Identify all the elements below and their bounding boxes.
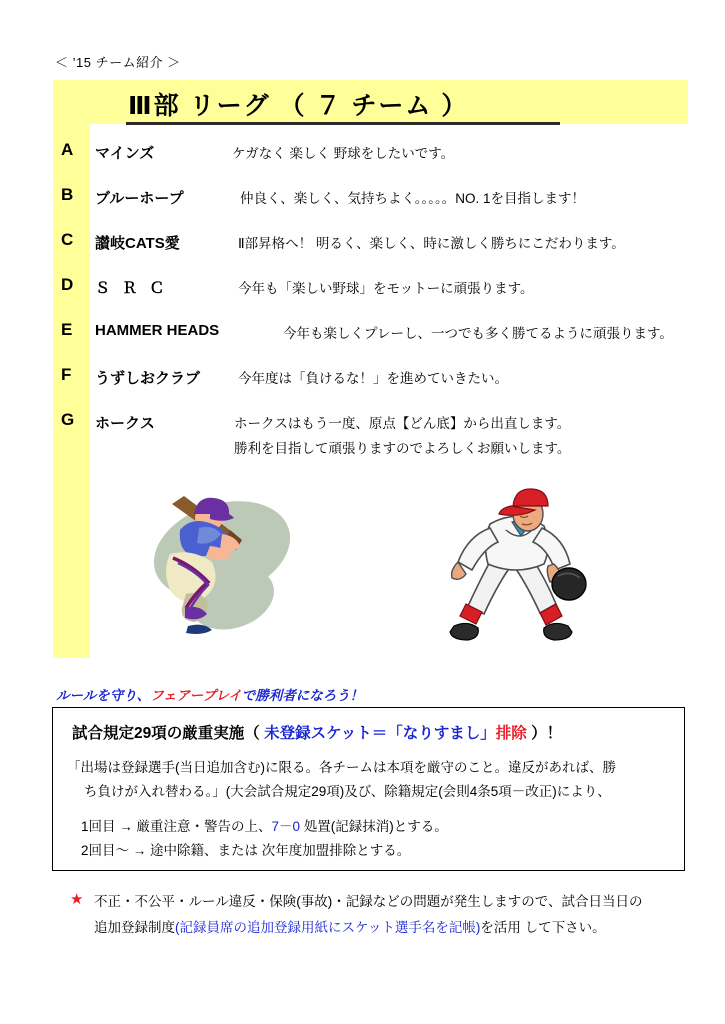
team-name: うずしおクラブ [95, 370, 201, 387]
slogan-part1: ルールを守り、 [56, 688, 151, 703]
rules-line-2: ち負けが入れ替わる。」(大会試合規定29項)及び、除籍規定(会則4条5項－改正)により、 [84, 784, 611, 799]
team-name: HAMMER HEADS [95, 322, 220, 339]
rules-line-3-score: 7－0 [271, 819, 301, 834]
team-motto: 今年も楽しくプレーし、一つでも多く勝てるように頑張ります。 [283, 326, 673, 341]
team-motto: Ⅱ部昇格へ！ 明るく、楽しく、時に激しく勝ちにこだわります。 [238, 236, 625, 251]
rules-heading-part-a: 試合規定29項の厳重実施（ [72, 725, 265, 742]
slogan-part2: フェアープレイ [150, 688, 242, 703]
team-motto: 今年も「楽しい野球」をモットーに頑張ります。 [238, 281, 534, 296]
star-icon: ★ [70, 891, 84, 908]
page-title: Ⅲ部 リーグ （ ７ チーム ） [128, 92, 469, 120]
rules-line-1: 「出場は登録選手(当日追加含む)に限る。各チームは本項を厳守のこと。違反があれば、勝 [67, 760, 616, 775]
footnote-line-2-part-b: (記録員席の追加登録用紙にスケット選手名を記帳) [175, 920, 481, 935]
fairplay-slogan [56, 684, 363, 704]
rules-line-3-part-c: 処置(記録抹消)とする。 [300, 819, 448, 834]
team-name: 讃岐CATS愛 [95, 235, 180, 252]
footnote-line-2-part-c: を活用 して下さい。 [480, 920, 606, 935]
team-letter: E [61, 320, 73, 339]
baseball-fielder-clipart [432, 478, 612, 653]
rules-line-3-part-a: 1回目 → 厳重注意・警告の上、 [81, 819, 272, 834]
table-row [0, 410, 725, 455]
team-letter: C [61, 230, 74, 249]
team-name: マインズ [95, 145, 155, 162]
team-letter: B [61, 185, 74, 204]
table-row [0, 275, 725, 320]
team-name: Ｓ Ｒ Ｃ [95, 280, 169, 297]
table-row [0, 320, 725, 365]
rules-heading-part-d: ）！ [526, 725, 563, 742]
footnote-line-2 [94, 916, 606, 936]
rules-heading-part-c: 排除 [495, 725, 527, 742]
baseball-batter-clipart [150, 468, 350, 663]
rules-heading-part-b: 未登録スケット＝「なりすまし」 [264, 725, 496, 742]
team-list [0, 140, 725, 455]
team-letter: G [61, 410, 75, 429]
team-motto: 今年度は「負けるな！」を進めていきたい。 [238, 371, 508, 386]
rules-heading [72, 721, 562, 743]
team-name: ホークス [95, 415, 155, 432]
rules-line-3 [81, 815, 448, 835]
team-letter: A [61, 140, 74, 159]
rules-box [52, 707, 685, 871]
rules-line-4: 2回目～ → 途中除籍、または 次年度加盟排除とする。 [81, 843, 411, 858]
table-row [0, 140, 725, 185]
team-motto: ケガなく 楽しく 野球をしたいです。 [232, 146, 455, 161]
table-row [0, 365, 725, 410]
team-letter: D [61, 275, 74, 294]
team-motto: ホークスはもう一度、原点【どん底】から出直します。 [234, 416, 571, 431]
team-name: ブルーホープ [95, 190, 184, 207]
slogan-part3: で勝利者になろう！ [241, 688, 364, 703]
document-label: ＜ ’15 チーム紹介 ＞ [55, 55, 181, 70]
footnote-line-1: 不正・不公平・ルール違反・保険(事故)・記録などの問題が発生しますので、試合日当日の [94, 894, 643, 909]
team-motto: 仲良く、楽しく、気持ちよく。。。。。NO. 1を目指します！ [240, 191, 585, 206]
table-row [0, 230, 725, 275]
team-letter: F [61, 365, 72, 384]
team-motto-line2: 勝利を目指して頑張りますのでよろしくお願いします。 [234, 441, 571, 456]
table-row [0, 185, 725, 230]
footnote-line-2-part-a: 追加登録制度 [94, 920, 175, 935]
title-underline [126, 122, 560, 125]
